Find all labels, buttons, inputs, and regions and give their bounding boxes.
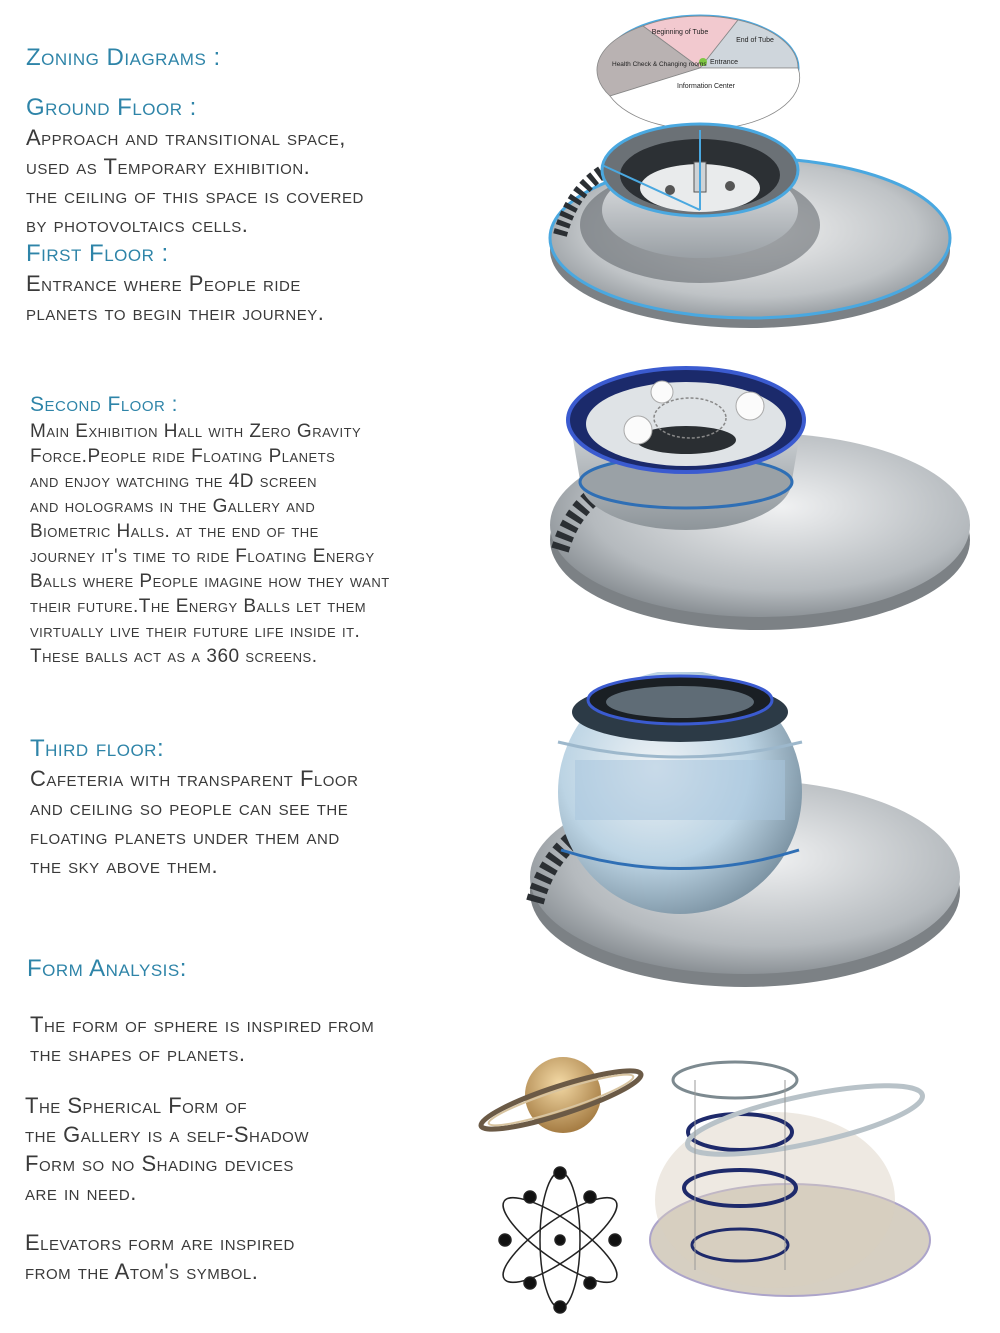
label-entrance: Entrance <box>710 59 739 66</box>
form-analysis-figure <box>475 1040 975 1315</box>
third-floor-figure <box>505 672 965 1012</box>
exploded-model <box>650 1062 930 1296</box>
label-beginning: Beginning of Tube <box>651 29 709 36</box>
form-analysis-shadow-text: The Spherical Form of the Gallery is a self-Shadow Form so no Shading devices are in need. <box>25 1093 310 1205</box>
label-end: End of Tube <box>736 37 774 44</box>
ground-floor-text: Approach and transitional space, used as Temporary exhibition. the ceiling of this space is covered by photovoltaics cells. <box>26 125 364 237</box>
third-floor-heading: Third floor: <box>30 735 165 762</box>
atom-symbol-icon <box>493 1167 627 1313</box>
ground-floor-model <box>550 124 950 328</box>
form-analysis-atom-text: Elevators form are inspired from the Atom's symbol. <box>25 1230 295 1284</box>
second-floor-text: Main Exhibition Hall with Zero Gravity Force.People ride Floating Planets and enjoy watching the 4D screen and holograms in the Gallery and Biometric Halls. at the end of the journey it's time to ride Floating Energy Balls where People imagine how they want their future.The Energy Balls let them virtually live their future life inside it. These balls act as a 360 screens. <box>30 421 390 667</box>
label-health: Health Check & Changing rooms <box>612 61 707 68</box>
first-floor-heading: First Floor : <box>26 240 169 267</box>
label-info: Information Center <box>677 83 735 90</box>
ground-floor-heading: Ground Floor : <box>26 94 197 121</box>
form-analysis-heading: Form Analysis: <box>27 955 187 982</box>
first-floor-text: Entrance where People ride planets to begin their journey. <box>26 271 325 325</box>
third-floor-text: Cafeteria with transparent Floor and ceiling so people can see the floating planets under them and the sky above them. <box>30 766 359 878</box>
ground-first-floor-figure <box>540 10 960 340</box>
second-floor-figure <box>530 360 970 660</box>
form-analysis-sphere-text: The form of sphere is inspired from the shapes of planets. <box>30 1012 375 1066</box>
zoning-disc <box>597 16 800 130</box>
second-floor-heading: Second Floor : <box>30 393 179 416</box>
zoning-title: Zoning Diagrams : <box>26 44 221 71</box>
saturn-planet-icon <box>477 1057 645 1139</box>
